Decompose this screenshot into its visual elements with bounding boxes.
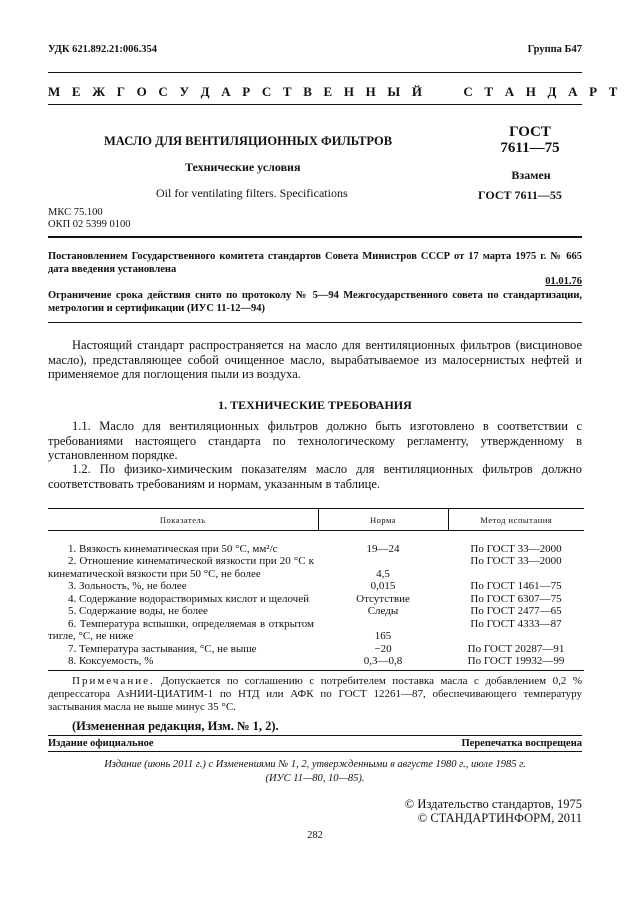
limitation-note: Ограничение срока действия снято по протоколу № 5—94 Межгосударственного совета по стандартизации, метрологии и сертификации (ИУС 11-12—94) [48,290,582,314]
top-rule [48,72,582,73]
norm-cell: 19—24 [366,542,400,555]
method-cell: По ГОСТ 6307—75 [470,592,562,605]
copyright-publisher: © Издательство стандартов, 1975 [404,797,582,811]
edition-info-line2: (ИУС 11—80, 10—85). [265,773,365,784]
gost-label: ГОСТ [509,124,551,140]
footer-rule-bottom [48,751,582,752]
official-edition: Издание официальное [48,738,154,749]
indicator-cell: 6. Температура вспышки, определяемая в открытом тигле, °С, не ниже [48,617,314,642]
decree-text: Постановлением Государственного комитета стандартов Совета Министров СССР от 17 марта 1975 г. № 665 дата введения установлена [48,251,582,275]
norm-cell: Следы [367,605,399,617]
note-text: Допускается по соглашению с потребителем поставка масла с добавлением 0,2 % депрессатора АзНИИ-ЦИАТИМ-1 по НТД или АФК по ГОСТ 12261—87, обеспечивающего температуру застывания масла не выше минус 35 °С. [48,675,583,713]
amendment-note: (Измененная редакция, Изм. № 1, 2). [72,719,279,733]
requirements-table [48,508,584,670]
indicator-cell: 1. Вязкость кинематическая при 50 °С, мм²/с [68,542,278,555]
header-indicator: Показатель [48,509,318,531]
table-row [48,580,584,593]
method-cell: По ГОСТ 33—2000 [470,542,562,555]
norm-cell: Отсутствие [356,592,410,605]
indicator-cell: 8. Коксуемость, % [68,655,154,667]
title-rule [48,236,582,238]
document-title: МАСЛО ДЛЯ ВЕНТИЛЯЦИОННЫХ ФИЛЬТРОВ [104,134,393,148]
copyright-standartinform: © СТАНДАРТИНФОРМ, 2011 [417,811,582,825]
method-cell: По ГОСТ 2477—65 [470,605,562,617]
method-cell: По ГОСТ 33—2000 [470,555,562,567]
replaces-value: ГОСТ 7611—55 [478,188,562,202]
table-header-row [48,509,584,531]
indicator-cell: 2. Отношение кинематической вязкости при 20 °С к кинематической вязкости при 50 °С, не более [48,555,314,580]
table-row [48,555,584,580]
norm-cell: 0,3—0,8 [363,655,403,667]
table-row [48,593,584,606]
method-cell: По ГОСТ 1461—75 [470,580,562,592]
table-bottom-rule [48,670,584,671]
indicator-cell: 4. Содержание водорастворимых кислот и щелочей [68,592,309,605]
edition-info-line1: Издание (июнь 2011 г.) с Изменениями № 1, 2, утвержденными в августе 1980 г., июле 1985 г. [104,759,526,770]
table-note [48,675,582,714]
header-norm: Норма [318,509,448,531]
method-cell: По ГОСТ 4333—87 [470,617,562,630]
norm-cell: −20 [374,642,392,655]
effective-date: 01.01.76 [545,276,582,287]
section-heading: 1. ТЕХНИЧЕСКИЕ ТРЕБОВАНИЯ [218,398,412,412]
indicator-cell: 7. Температура застывания, °С, не выше [68,642,257,655]
footer-rule-top [48,735,582,736]
banner-rule [48,104,582,105]
okp-code: ОКП 02 5399 0100 [48,219,131,230]
standard-banner: М Е Ж Г О С У Д А Р С Т В Е Н Н Ы Й С Т А Н Д А Р Т [48,84,622,99]
paragraph-1-2: 1.2. По физико-химическим показателям масло для вентиляционных фильтров должно соответствовать требованиям и нормам, указанным в таблице. [48,462,582,491]
table-row [48,605,584,618]
method-cell: По ГОСТ 19932—99 [467,655,565,667]
norm-cell: 4,5 [376,567,390,580]
mks-code: МКС 75.100 [48,207,103,218]
group-code: Группа Б47 [527,44,582,55]
table-row [48,643,584,656]
gost-number: 7611—75 [500,140,560,156]
indicator-cell: 3. Зольность, %, не более [68,580,187,592]
paragraph-1-1: 1.1. Масло для вентиляционных фильтров должно быть изготовлено в соответствии с требованиями настоящего стандарта по технологическому регламенту, утвержденному в установленном порядке. [48,419,582,462]
decree-rule [48,322,582,323]
table-row [48,543,584,556]
norm-cell: 165 [374,630,392,642]
indicator-cell: 5. Содержание воды, не более [68,605,208,617]
header-method: Метод испытания [448,509,584,531]
table-row [48,655,584,670]
document-subtitle: Технические условия [185,160,301,174]
intro-paragraph: Настоящий стандарт распространяется на масло для вентиляционных фильтров (висциновое масло), представляющее собой очищенное масло, вырабатываемое из малосернистых нефтей и применяемое для поглощения пыли из воздуха. [48,338,582,381]
page-number: 282 [307,830,323,841]
reprint-prohibited: Перепечатка воспрещена [461,738,582,749]
note-label: Примечание. [72,675,155,687]
table-row [48,618,584,643]
udk-code: УДК 621.892.21:006.354 [48,44,157,55]
norm-cell: 0,015 [370,580,396,592]
english-title: Oil for ventilating filters. Specifications [156,186,348,200]
method-cell: По ГОСТ 20287—91 [467,642,565,655]
replaces-label: Взамен [511,168,551,182]
